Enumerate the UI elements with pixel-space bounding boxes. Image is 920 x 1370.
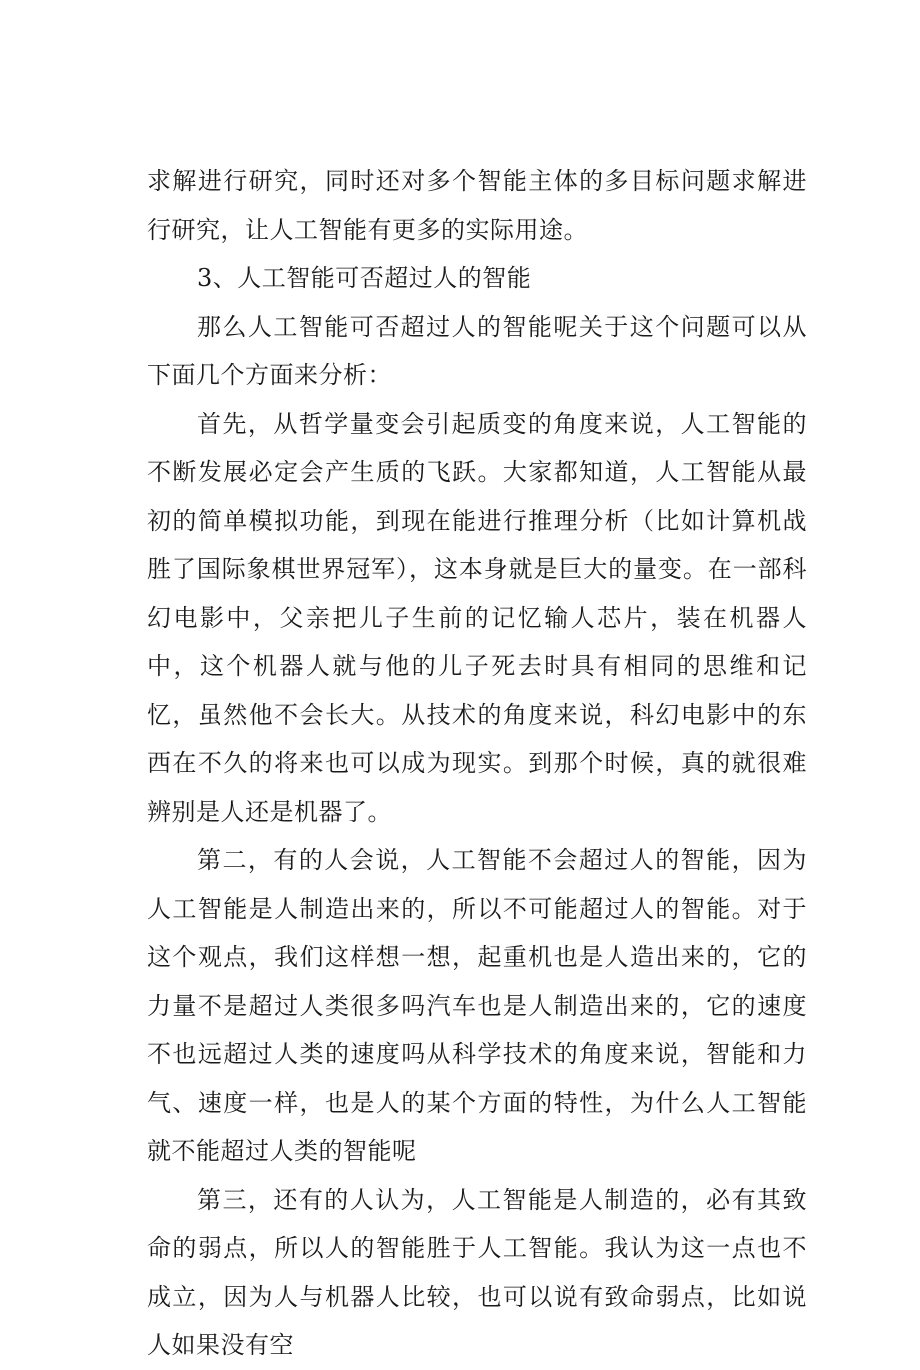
paragraph-continuation: 求解进行研究，同时还对多个智能主体的多目标问题求解进行研究，让人工智能有更多的实际用途。 xyxy=(147,167,807,244)
paragraph-second-point: 第二，有的人会说，人工智能不会超过人的智能，因为人工智能是人制造出来的，所以不可能超过人的智能。对于这个观点，我们这样想一想，起重机也是人造出来的，它的力量不是超过人类很多吗汽车也是人制造出来的，它的速度不也远超过人类的速度吗从科学技术的角度来说，智能和力气、速度一样，也是人的某个方面的特性，为什么人工智能就不能超过人类的智能呢 xyxy=(147,846,807,1165)
paragraph-intro: 那么人工智能可否超过人的智能呢关于这个问题可以从下面几个方面来分析： xyxy=(147,312,807,389)
paragraph-third-point: 第三，还有的人认为，人工智能是人制造的，必有其致命的弱点，所以人的智能胜于人工智能。我认为这一点也不成立，因为人与机器人比较，也可以说有致命弱点，比如说人如果没有空 xyxy=(147,1185,807,1359)
paragraph-first-point: 首先，从哲学量变会引起质变的角度来说，人工智能的不断发展必定会产生质的飞跃。大家都知道，人工智能从最初的简单模拟功能，到现在能进行推理分析（比如计算机战胜了国际象棋世界冠军），这本身就是巨大的量变。在一部科幻电影中，父亲把儿子生前的记忆输人芯片，装在机器人中，这个机器人就与他的儿子死去时具有相同的思维和记忆，虽然他不会长大。从技术的角度来说，科幻电影中的东西在不久的将来也可以成为现实。到那个时候，真的就很难辨别是人还是机器了。 xyxy=(147,409,807,826)
section-heading: 3、人工智能可否超过人的智能 xyxy=(197,264,532,292)
body-text xyxy=(147,157,807,1370)
